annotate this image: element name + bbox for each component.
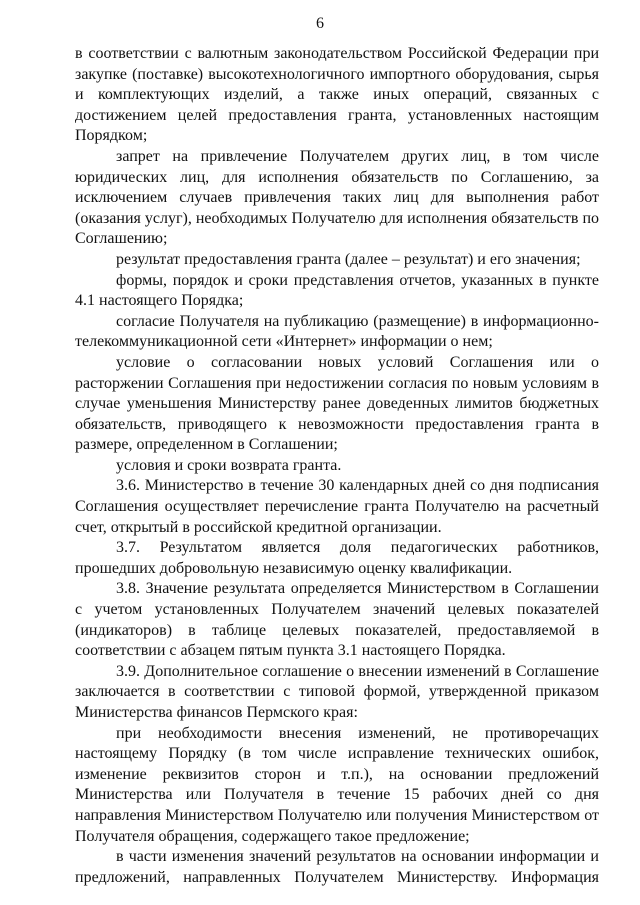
paragraph-amendment-proposals: при необходимости внесения изменений, не противоречащих настоящему Порядку (в том числе исправление технических ошибок, изменение реквизитов сторон и т.п.), на основании предложений Министерства или Получателя в течение 15 рабочих дней со дня направления Министерством Получателю или получения Министерством от Получателя обращения, содержащего такое предложение; <box>75 724 599 845</box>
paragraph-clause-3-8: 3.8. Значение результата определяется Министерством в Соглашении с учетом установленных Получателем значений целевых показателей (индикаторов) в таблице целевых показателей, предоставляемой в соответствии с абзацем пятым пункта 3.1 настоящего Порядка. <box>75 580 599 660</box>
paragraph-clause-3-6: 3.6. Министерство в течение 30 календарных дней со дня подписания Соглашения осуществляет перечисление гранта Получателю на расчетный счет, открытый в российской кредитной организации. <box>75 477 599 536</box>
paragraph-report-forms: формы, порядок и сроки представления отчетов, указанных в пункте 4.1 настоящего Порядка; <box>75 271 599 310</box>
page-number: 6 <box>316 15 324 32</box>
paragraph-clause-3-9: 3.9. Дополнительное соглашение о внесении изменений в Соглашение заключается в соответствии с типовой формой, утвержденной приказом Министерства финансов Пермского края: <box>75 662 599 721</box>
paragraph-clause-3-7: 3.7. Результатом является доля педагогических работников, прошедших добровольную независимую оценку квалификации. <box>75 539 599 577</box>
document-body <box>75 44 599 888</box>
paragraph-grant-result: результат предоставления гранта (далее – результат) и его значения; <box>116 250 581 268</box>
paragraph-result-changes: в части изменения значений результатов на основании информации и предложений, направленных Получателем Министерству. Информация <box>75 848 599 886</box>
paragraph-third-party-ban: запрет на привлечение Получателем других лиц, в том числе юридических лиц, для исполнения обязательств по Соглашению, за исключением случаев привлечения таких лиц для выполнения работ (оказания услуг), необходимых Получателю для исполнения обязательств по Соглашению; <box>75 147 599 248</box>
paragraph-grant-return: условия и сроки возврата гранта. <box>116 456 342 474</box>
paragraph-currency-law: в соответствии с валютным законодательством Российской Федерации при закупке (поставке) высокотехнологичного импортного оборудования, сырья и комплектующих изделий, а также иных операций, связанных с достижением целей предоставления гранта, установленных настоящим Порядком; <box>75 45 599 145</box>
paragraph-publication-consent: согласие Получателя на публикацию (размещение) в информационно-телекоммуникационной сети «Интернет» информации о нем; <box>75 312 599 351</box>
paragraph-new-conditions: условие о согласовании новых условий Соглашения или о расторжении Соглашения при недостижении согласия по новым условиям в случае уменьшения Министерству ранее доведенных лимитов бюджетных обязательств, приводящего к невозможности предоставления гранта в размере, определенном в Соглашении; <box>75 353 599 454</box>
